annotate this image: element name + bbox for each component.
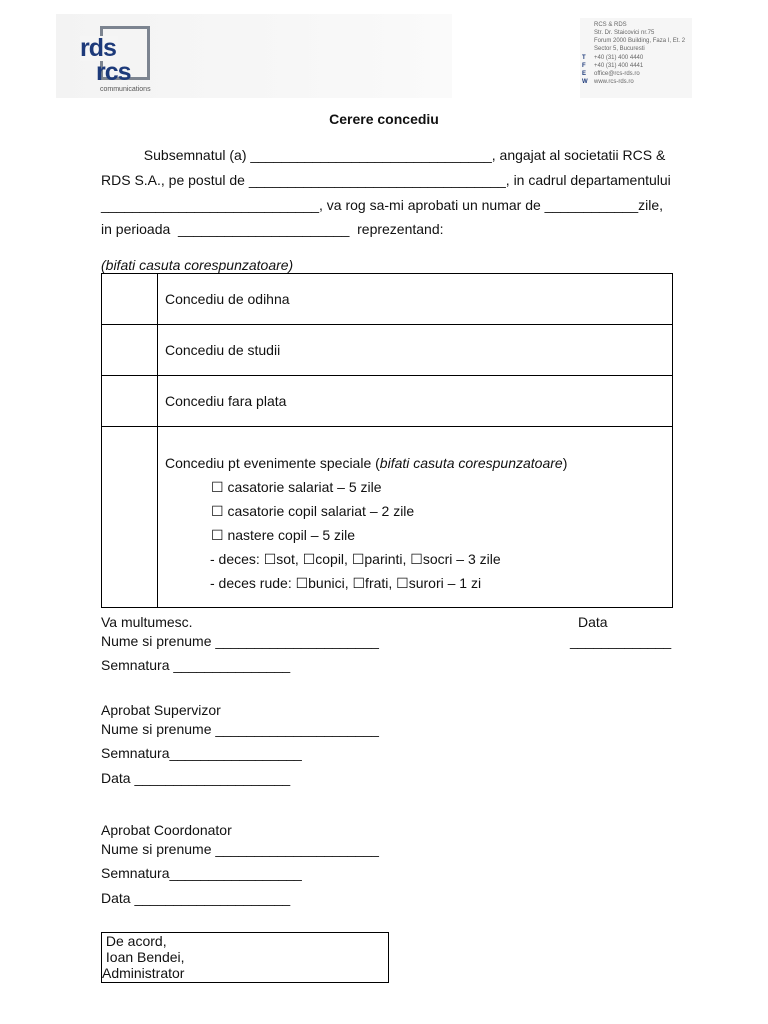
- table-row: [102, 427, 673, 608]
- company-name: RCS & RDS: [594, 22, 627, 28]
- special-event-option[interactable]: ☐ casatorie copil salariat – 2 zile: [211, 502, 415, 519]
- contact-block: [580, 18, 692, 98]
- contact-phone: +40 (31) 400 4440: [594, 55, 644, 61]
- thanks-text: Va multumesc.: [101, 614, 193, 630]
- request-line-2: RDS S.A., pe postul de _________________________________, in cadrul departamentului: [101, 172, 671, 188]
- special-event-option[interactable]: ☐ nastere copil – 5 zile: [211, 526, 356, 543]
- contact-key: F: [582, 63, 586, 69]
- leave-type-table: [101, 273, 673, 608]
- instruction-note: (bifati casuta corespunzatoare): [101, 257, 294, 273]
- coordinator-heading: Aprobat Coordonator: [101, 822, 232, 838]
- approval-line: Ioan Bendei,: [102, 949, 185, 965]
- address-line: Str. Dr. Staicovici nr.75: [594, 30, 655, 36]
- bereavement-options[interactable]: - deces: ☐sot, ☐copil, ☐parinti, ☐socri – 3 zile: [210, 550, 501, 567]
- request-line-1: Subsemnatul (a) _______________________________, angajat al societatii RCS &: [101, 147, 666, 163]
- company-logo: [80, 26, 160, 96]
- supervisor-signature-field[interactable]: Semnatura_________________: [101, 745, 302, 761]
- supervisor-name-field[interactable]: Nume si prenume _____________________: [101, 721, 379, 737]
- applicant-date-field[interactable]: _____________: [570, 633, 672, 649]
- approval-line: De acord,: [102, 933, 167, 949]
- special-event-option[interactable]: ☐ casatorie salariat – 5 zile: [211, 478, 382, 495]
- administrator-approval-box: [101, 932, 389, 983]
- special-label-text: Concediu pt evenimente speciale (: [165, 454, 380, 471]
- special-label-end: ): [562, 454, 568, 471]
- checkbox-cell[interactable]: [102, 376, 158, 427]
- checkbox-cell[interactable]: [102, 274, 158, 325]
- approval-line: Administrator: [102, 965, 185, 981]
- bereavement-options[interactable]: - deces rude: ☐bunici, ☐frati, ☐surori – 1 zi: [210, 574, 482, 591]
- applicant-signature-field[interactable]: Semnatura _______________: [101, 657, 291, 673]
- request-line-3: ____________________________, va rog sa-mi aprobati un numar de ____________zile,: [101, 197, 664, 213]
- supervisor-heading: Aprobat Supervizor: [101, 702, 221, 718]
- leave-option-label: Concediu fara plata: [158, 376, 673, 427]
- contact-key: W: [582, 79, 588, 85]
- table-row: [102, 274, 673, 325]
- request-line-4: in perioada ______________________ reprezentand:: [101, 221, 444, 237]
- contact-key: T: [582, 55, 586, 61]
- document-title: Cerere concediu: [329, 111, 439, 127]
- special-label-italic: bifati casuta corespunzatoare: [379, 454, 563, 471]
- contact-fax: +40 (31) 400 4441: [594, 63, 644, 69]
- logo-tagline: communications: [100, 86, 151, 93]
- table-row: [102, 376, 673, 427]
- coordinator-date-field[interactable]: Data ____________________: [101, 890, 291, 906]
- checkbox-cell[interactable]: [102, 427, 158, 608]
- table-row: [102, 325, 673, 376]
- contact-email: office@rcs-rds.ro: [594, 71, 640, 77]
- logo-rcs-text: rcs: [96, 58, 131, 86]
- checkbox-cell[interactable]: [102, 325, 158, 376]
- logo-rds-text: rds: [80, 34, 116, 62]
- special-events-label: [165, 451, 671, 475]
- leave-option-label: Concediu de odihna: [158, 274, 673, 325]
- coordinator-name-field[interactable]: Nume si prenume _____________________: [101, 841, 379, 857]
- applicant-name-field[interactable]: Nume si prenume _____________________: [101, 633, 379, 649]
- leave-option-label: Concediu de studii: [158, 325, 673, 376]
- contact-web: www.rcs-rds.ro: [594, 79, 634, 85]
- address-line: Forum 2000 Building, Faza I, Et. 2: [594, 38, 686, 44]
- date-label: Data: [578, 614, 608, 630]
- address-line: Sector 5, Bucuresti: [594, 46, 645, 52]
- special-events-cell: [158, 427, 673, 608]
- supervisor-date-field[interactable]: Data ____________________: [101, 770, 291, 786]
- coordinator-signature-field[interactable]: Semnatura_________________: [101, 865, 302, 881]
- contact-key: E: [582, 71, 587, 77]
